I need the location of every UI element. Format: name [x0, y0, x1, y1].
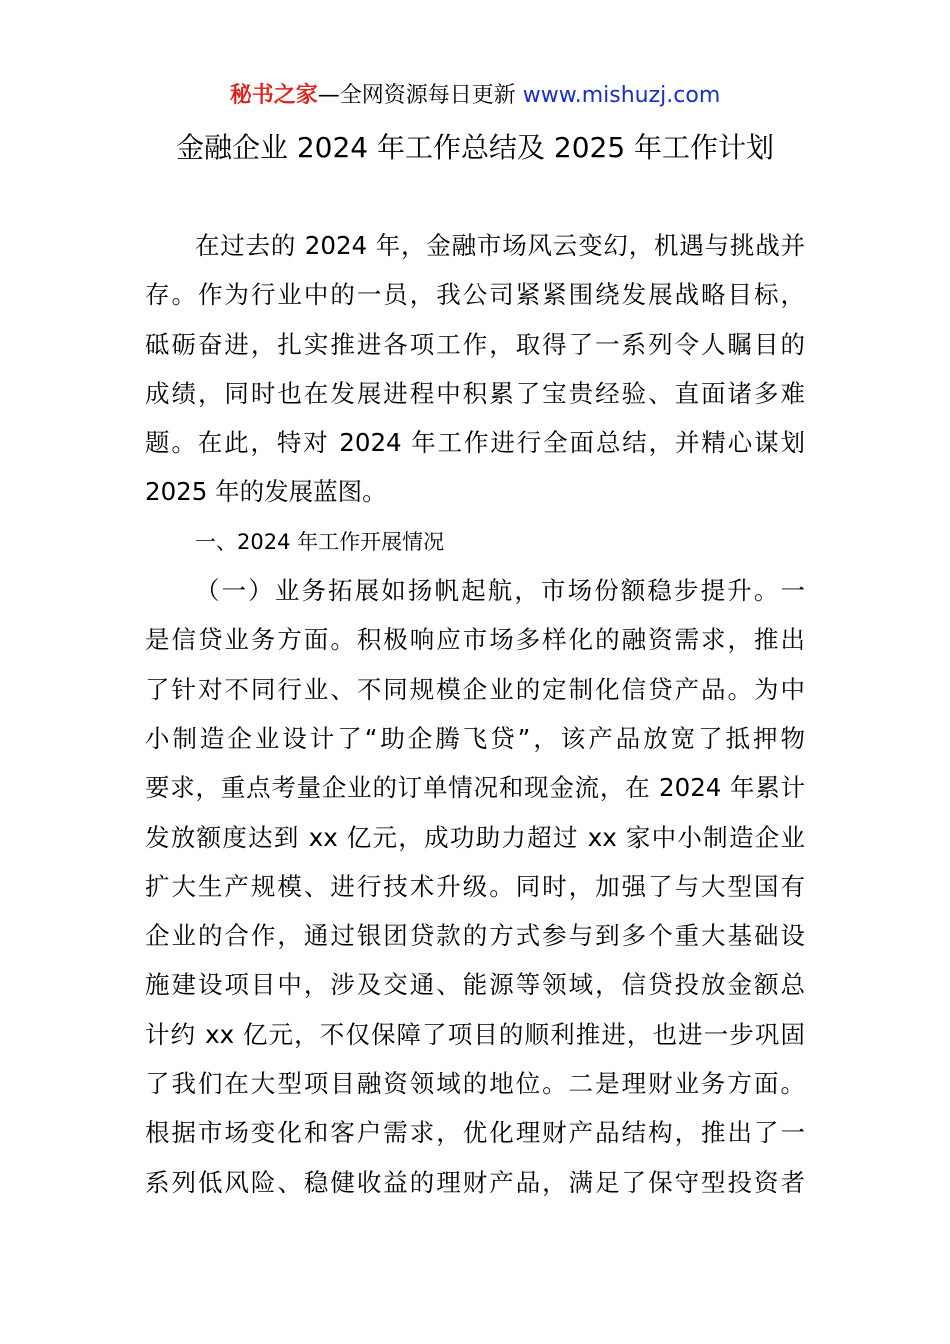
document-body [145, 226, 805, 1212]
paragraph-line: 根据市场变化和客户需求，优化理财产品结构，推出了一 [145, 1118, 805, 1148]
paragraph-line: 计约 xx 亿元，不仅保障了项目的顺利推进，也进一步巩固 [145, 1019, 805, 1049]
paragraph-line: 扩大生产规模、进行技术升级。同时，加强了与大型国有 [145, 871, 805, 901]
paragraph-line: 系列低风险、稳健收益的理财产品，满足了保守型投资者 [145, 1167, 805, 1197]
document-title: 金融企业 2024 年工作总结及 2025 年工作计划 [175, 131, 775, 164]
section-heading: 一、2024 年工作开展情况 [195, 529, 445, 554]
paragraph-line: 施建设项目中，涉及交通、能源等领域，信贷投放金额总 [145, 970, 805, 1000]
brand-name: 秘书之家 [229, 83, 318, 108]
paragraph-line: 题。在此，特对 2024 年工作进行全面总结，并精心谋划 [145, 428, 805, 458]
paragraph-line: 存。作为行业中的一员，我公司紧紧围绕发展战略目标， [145, 280, 805, 310]
paragraph-line: 2025 年的发展蓝图。 [145, 477, 387, 507]
subsection-line: （一）业务拓展如扬帆起航，市场份额稳步提升。一 [195, 576, 805, 606]
header-tagline: —全网资源每日更新 [317, 83, 523, 108]
paragraph-line: 是信贷业务方面。积极响应市场多样化的融资需求，推出 [145, 625, 805, 655]
site-header [0, 80, 950, 112]
paragraph-line: 了我们在大型项目融资领域的地位。二是理财业务方面。 [145, 1069, 805, 1099]
paragraph-line: 要求，重点考量企业的订单情况和现金流，在 2024 年累计 [145, 773, 805, 803]
paragraph-line: 发放额度达到 xx 亿元，成功助力超过 xx 家中小制造企业 [145, 822, 805, 852]
paragraph-line: 了针对不同行业、不同规模企业的定制化信贷产品。为中 [145, 674, 805, 704]
paragraph-line: 在过去的 2024 年，金融市场风云变幻，机遇与挑战并 [195, 231, 805, 260]
paragraph-line: 砥砺奋进，扎实推进各项工作，取得了一系列令人瞩目的 [145, 329, 805, 359]
paragraph-line: 企业的合作，通过银团贷款的方式参与到多个重大基础设 [145, 921, 805, 951]
paragraph-line: 成绩，同时也在发展进程中积累了宝贵经验、直面诸多难 [145, 378, 805, 408]
paragraph-line: 小制造企业设计了“助企腾飞贷”，该产品放宽了抵押物 [145, 723, 805, 753]
site-url-link[interactable]: www.mishuzj.com [522, 83, 721, 108]
